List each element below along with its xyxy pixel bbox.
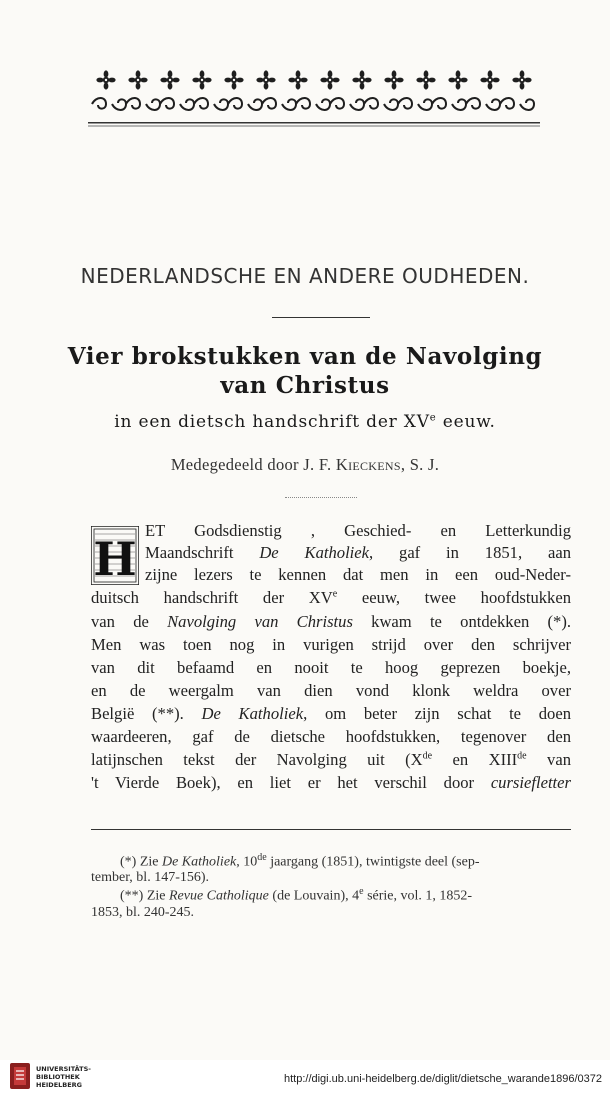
body-line bbox=[145, 521, 571, 543]
ornament-flower-icon bbox=[224, 70, 243, 89]
text-run: van bbox=[526, 750, 571, 769]
ornament-scroll-icon bbox=[466, 98, 500, 110]
article-title-line-1: Vier brokstukken van de Navolging bbox=[67, 343, 543, 370]
body-line bbox=[91, 773, 571, 795]
ornament-scroll-icon bbox=[126, 98, 160, 110]
source-url-link[interactable]: http://digi.ub.uni-heidelberg.de/diglit/dietsche_warande1896/0372 bbox=[283, 1073, 602, 1085]
text-run: België (**). bbox=[91, 704, 202, 723]
text-run: kwam te ontdekken (*). bbox=[352, 612, 571, 631]
body-line bbox=[145, 565, 571, 587]
body-line bbox=[91, 704, 571, 726]
text-run: série, vol. 1, 1852- bbox=[363, 888, 473, 904]
footnote-line bbox=[120, 852, 571, 871]
library-name[interactable] bbox=[36, 1065, 91, 1089]
ornament-scroll-icon bbox=[194, 98, 228, 110]
ornament-flower-icon bbox=[384, 70, 403, 89]
ornament-scroll-icon bbox=[500, 98, 534, 110]
superscript: de bbox=[422, 750, 433, 762]
body-line bbox=[91, 612, 571, 634]
ornament-flower-icon bbox=[320, 70, 339, 89]
text-run: , gaf in 1851, aan bbox=[369, 543, 571, 562]
library-name-line-1: UNIVERSITÄTS- bbox=[36, 1065, 91, 1073]
text-run: zijne lezers te kennen dat men in een oud-Neder- bbox=[145, 565, 571, 584]
ornament-flower-icon bbox=[448, 70, 467, 89]
ornament-flower-icon bbox=[256, 70, 275, 89]
footnote-line bbox=[91, 905, 571, 921]
body-line bbox=[91, 750, 571, 772]
text-run: Men was toen nog in vurigen strijd over den schrijver bbox=[91, 635, 571, 654]
ornament-flower-icon bbox=[288, 70, 307, 89]
byline-prefix: Medegedeeld door J. F. bbox=[170, 455, 336, 474]
text-run: , om beter zijn schat te doen bbox=[303, 704, 571, 723]
ornament-scroll-icon bbox=[262, 98, 296, 110]
university-library-logo-icon[interactable] bbox=[8, 1061, 32, 1091]
ornament-flower-icon bbox=[512, 70, 531, 89]
title-divider bbox=[272, 317, 370, 318]
body-line bbox=[91, 681, 571, 703]
italic-text: cursiefletter bbox=[490, 773, 571, 792]
text-run: latijnschen tekst der Navolging uit (X bbox=[91, 750, 423, 769]
text-run: van dit befaamd en nooit te hoog geprezen boekje, bbox=[91, 658, 571, 677]
ornament-scroll-icon bbox=[364, 98, 398, 110]
superscript: e bbox=[332, 588, 338, 600]
subtitle-text: in een dietsch handschrift der XV bbox=[114, 412, 430, 432]
ornament-flower-icon bbox=[96, 70, 115, 89]
ornament-scroll-icon bbox=[432, 98, 466, 110]
ornament-flower-icon bbox=[480, 70, 499, 89]
text-run: van de bbox=[91, 612, 168, 631]
library-name-line-2: BIBLIOTHEK bbox=[36, 1073, 80, 1081]
subtitle-text-end: eeuw. bbox=[436, 412, 496, 432]
text-run: (**) Zie bbox=[120, 888, 169, 904]
ornament-scroll-icon bbox=[228, 98, 262, 110]
text-run: (de Louvain), 4 bbox=[268, 888, 360, 904]
body-line bbox=[145, 543, 571, 565]
text-run: en XIII bbox=[432, 750, 518, 769]
text-run: , 10 bbox=[236, 854, 258, 870]
byline bbox=[0, 455, 610, 475]
text-run: eeuw, twee hoofdstukken bbox=[337, 588, 572, 607]
italic-text: Revue Catholique bbox=[168, 888, 269, 904]
body-line bbox=[91, 588, 571, 610]
ornament-scroll-icon bbox=[160, 98, 194, 110]
ornament-scroll-icon bbox=[398, 98, 432, 110]
floral-band-ornament-icon bbox=[88, 66, 540, 128]
ornament-scroll-icon bbox=[296, 98, 330, 110]
italic-text: De Katholiek bbox=[201, 704, 304, 723]
text-run: 1853, bl. 240-245. bbox=[91, 905, 195, 920]
ornament-flower-icon bbox=[416, 70, 435, 89]
ornament-scroll-icon bbox=[92, 98, 126, 110]
text-run: en de weergalm van dien vond klonk weldra over bbox=[91, 681, 571, 700]
author-name: Kieckens bbox=[335, 455, 401, 474]
text-run: waardeeren, gaf de dietsche hoofdstukken, tegenover den bbox=[91, 727, 571, 746]
text-run: 't Vierde Boek), en liet er het verschil door bbox=[91, 773, 491, 792]
text-run: duitsch handschrift der XV bbox=[91, 588, 333, 607]
article-title-line-2: van Christus bbox=[220, 372, 390, 399]
italic-text: De Katholiek bbox=[259, 543, 370, 562]
drop-cap bbox=[91, 526, 139, 585]
library-name-line-3: HEIDELBERG bbox=[36, 1081, 83, 1089]
footnote-line bbox=[91, 870, 571, 886]
text-run: jaargang (1851), twintigste deel (sep- bbox=[266, 854, 480, 870]
ornament-flower-icon bbox=[352, 70, 371, 89]
superscript: de bbox=[517, 750, 527, 762]
ornament-scroll-icon bbox=[330, 98, 364, 110]
text-run: (*) Zie bbox=[120, 854, 162, 870]
ornament-flower-icon bbox=[128, 70, 147, 89]
article-subtitle bbox=[0, 412, 610, 432]
italic-text: Navolging van Christus bbox=[167, 612, 353, 631]
ornament-flower-icon bbox=[160, 70, 179, 89]
superscript: de bbox=[257, 852, 267, 863]
superscript: e bbox=[359, 886, 364, 897]
body-line bbox=[91, 658, 571, 680]
text-run: ET Godsdienstig , Geschied- en Letterkundig bbox=[145, 521, 571, 540]
byline-suffix: , S. J. bbox=[400, 455, 440, 474]
text-run: Maandschrift bbox=[145, 543, 260, 562]
byline-divider bbox=[285, 497, 357, 498]
footnote-line bbox=[120, 886, 571, 905]
footnote-divider bbox=[91, 829, 571, 830]
body-line bbox=[91, 635, 571, 657]
body-line bbox=[91, 727, 571, 749]
drop-cap-letter: H bbox=[93, 532, 137, 585]
ornament-flower-icon bbox=[192, 70, 211, 89]
section-title: NEDERLANDSCHE EN ANDERE OUDHEDEN. bbox=[80, 264, 530, 288]
subtitle-superscript: e bbox=[429, 412, 437, 424]
text-run: tember, bl. 147-156). bbox=[91, 870, 210, 885]
italic-text: De Katholiek bbox=[161, 854, 237, 870]
